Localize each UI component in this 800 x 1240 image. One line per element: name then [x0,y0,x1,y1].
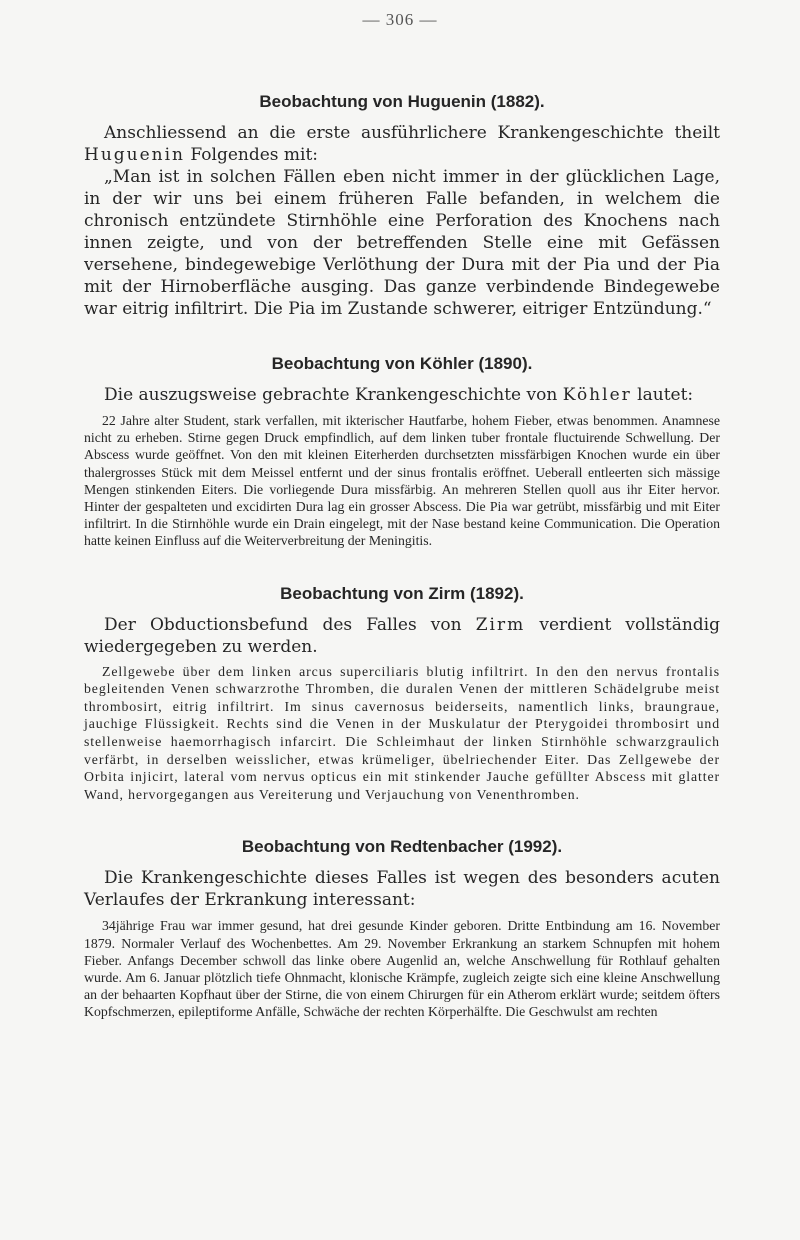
page-number: — 306 — [362,10,438,29]
section-intro [84,614,720,658]
intro-text: Anschliessend an die erste ausführlichere Krankengeschichte theilt [104,123,720,143]
section-heading: Beobachtung von Köhler (1890). [271,354,533,373]
section-heading: Beobachtung von Zirm (1892). [280,583,524,603]
author-name: Huguenin [84,145,185,165]
section-zirm [84,584,720,804]
case-report: 22 Jahre alter Student, stark verfallen, mit ikterischer Hautfarbe, hohem Fieber, etwas benommen. Anamnese nicht zu erheben. Stirne gegen Druck empfindlich, auf dem linken tuber frontale fluctuirende Schwellung. Der Abscess wurde geöffnet. Von den mit kleinen Eiterherden durchsetzten missfärbigen Knochen wurde ein über thalergrosses Stück mit dem Meissel entfernt und der sinus frontalis eröffnet. Ueberall entleerten sich mässige Mengen stinkenden Eiters. Die vorliegende Dura missfärbig. An mehreren Stellen quoll aus ihr Eiter hervor. Hinter der gespalteten und excidirten Dura lag ein grosser Abscess. Die Pia war getrübt, missfärbig und mit Eiter infiltrirt. In die Stirnhöhle wurde ein Drain eingelegt, mit der Nase bestand keine Communication. Die Operation hatte keinen Einfluss auf die Weiterverbreitung der Meningitis. [84,413,720,549]
section-intro [84,867,720,911]
section-huguenin [84,92,720,320]
intro-text: Der Obductionsbefund des Falles von [104,614,476,635]
page-content [84,92,720,1021]
section-intro [84,384,720,406]
intro-text: Die Krankengeschichte dieses Falles ist wegen des besonders acuten Verlaufes der Erkrankung interessant: [84,868,720,911]
case-report: 34jährige Frau war immer gesund, hat drei gesunde Kinder geboren. Dritte Entbindung am 16. November 1879. Normaler Verlauf des Wochenbettes. Am 29. November Erkrankung an starkem Schnupfen mit hohem Fieber. Anfangs December schwoll das linke obere Augenlid an, welche Anschwellung für Rothlauf gehalten wurde. Am 6. Januar plötzlich tiefe Ohnmacht, klonische Krämpfe, zugleich zeigte sich eine kleine Anschwellung an der behaarten Kopfhaut über der Stirne, die von einem Chirurgen für ein Atherom erklärt wurde; seitdem öfters Kopfschmerzen, epileptiforme Anfälle, Schwäche der rechten Körperhälfte. Die Geschwulst am rechten [84,918,720,1020]
intro-text-end: lautet: [631,385,694,405]
quotation: „Man ist in solchen Fällen eben nicht immer in der glücklichen Lage, in der wir uns bei einem früheren Falle befanden, in welchem die chronisch entzündete Stirnhöhle eine Perforation des Knochens nach innen zeigte, und von der betreffenden Stelle eine mit Gefässen versehene, bindegewebige Verlöthung der Dura mit der Pia und der Pia mit der Hirnoberfläche ausging. Das ganze verbindende Bindegewebe war eitrig infiltrirt. Die Pia im Zustande schwerer, eitriger Entzündung.“ [84,167,720,319]
section-heading: Beobachtung von Redtenbacher (1992). [241,837,563,857]
intro-text-end: Folgendes mit: [185,145,319,165]
author-name: Köhler [562,385,632,405]
autopsy-report: Zellgewebe über dem linken arcus superciliaris blutig infiltrirt. In den den nervus frontalis begleitenden Venen schwarzrothe Thromben, die duralen Venen der mittleren Schädelgrube meist thrombosirt, eitrig infiltrirt. Im sinus cavernosus beiderseits, namentlich links, braungraue, jauchige Flüssigkeit. Rechts sind die Venen in der Muskulatur der Pterygoidei thrombosirt und stellenweise haemorrhagisch infarcirt. Die Schleimhaut der linken Stirnhöhle schwarzgraulich verfärbt, in derselben weisslicher, etwas krümeliger, übelriechender Eiter. Das Zellgewebe der Orbita injicirt, lateral vom nervus opticus ein mit stinkender Jauche gefüllter Abscess mit glatter Wand, hervorgegangen aus Vereiterung und Verjauchung von Venenthromben. [84,663,720,802]
section-redtenbacher [84,837,720,1020]
intro-text-end: verdient vollständig wiedergegeben zu werden. [84,614,720,657]
intro-text: Die auszugsweise gebrachte Krankengeschichte von [104,385,563,405]
author-name: Zirm [475,614,526,635]
section-intro [84,122,720,166]
section-koehler [84,354,720,550]
section-heading: Beobachtung von Huguenin (1882). [259,92,545,111]
